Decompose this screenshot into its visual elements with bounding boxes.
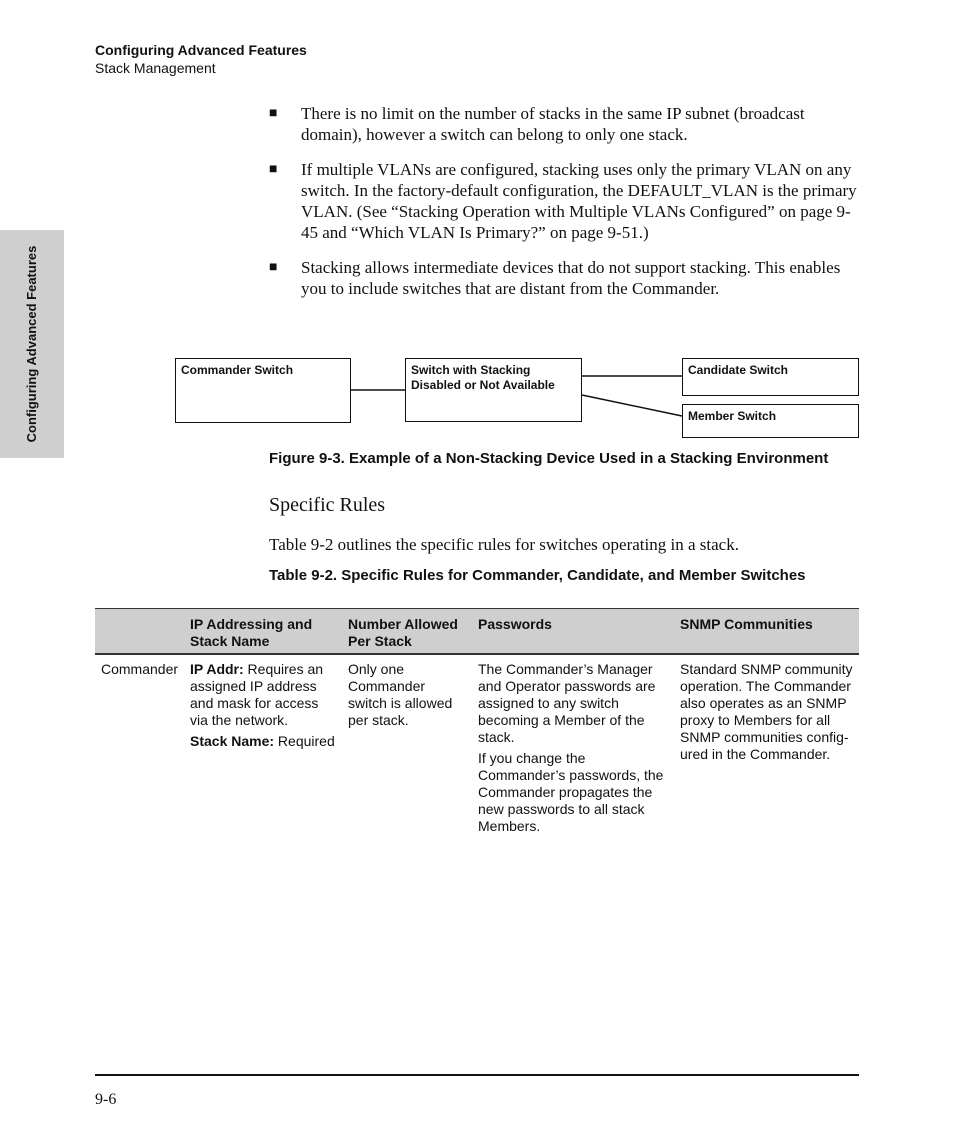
intermediate-switch-box bbox=[405, 358, 582, 422]
commander-switch-box bbox=[175, 358, 351, 423]
stack-name-text: Required bbox=[274, 733, 335, 749]
table-title: Table 9-2. Specific Rules for Commander, Candidate, and Member Switches bbox=[269, 567, 806, 584]
candidate-switch-box bbox=[682, 358, 859, 396]
passwords-paragraph: If you change the Commander’s passwords, the Commander propagates the new passwords to all stack Members. bbox=[478, 750, 664, 834]
table-header-cell: IP Addressing and Stack Name bbox=[190, 616, 313, 649]
passwords-paragraph: The Commander’s Manager and Operator passwords are assigned to any switch becoming a Member of the stack. bbox=[478, 661, 656, 745]
ip-addr-text: Requires an assigned IP address and mask for access via the network. bbox=[190, 661, 324, 728]
page-number: 9-6 bbox=[95, 1091, 117, 1108]
section-intro: Table 9-2 outlines the specific rules for switches operating in a stack. bbox=[269, 535, 739, 554]
ip-addr-label: IP Addr: bbox=[190, 661, 244, 677]
table-header-cell: Number Allowed Per Stack bbox=[348, 616, 458, 649]
cell-ip-addressing bbox=[184, 661, 342, 839]
cell-role: Commander bbox=[101, 661, 179, 677]
candidate-switch-label: Candidate Switch bbox=[688, 363, 789, 377]
bullet-text: There is no limit on the number of stacks in the same IP subnet (broadcast domain), however a switch can belong to only one stack. bbox=[301, 104, 805, 144]
intermediate-switch-label-line1: Switch with Stacking bbox=[411, 363, 531, 377]
bullet-text: If multiple VLANs are configured, stacking uses only the primary VLAN on any switch. In the factory-default configuration, the DEFAULT_VLAN is the primary VLAN. (See “Stacking Operation with Multiple VLANs Configured” on page 9-45 and “Which VLAN Is Primary?” on page 9-51.) bbox=[301, 160, 857, 242]
member-switch-label: Member Switch bbox=[688, 409, 777, 423]
intermediate-switch-label-line2: Disabled or Not Available bbox=[411, 378, 555, 392]
bullet-text: Stacking allows intermediate devices that do not support stacking. This enables you to include switches that are distant from the Commander. bbox=[301, 258, 841, 298]
cell-passwords bbox=[472, 661, 674, 839]
commander-switch-label: Commander Switch bbox=[181, 363, 294, 377]
table-header-row bbox=[95, 608, 859, 655]
table-header-cell bbox=[95, 609, 184, 653]
member-switch-box bbox=[682, 404, 859, 438]
header-section: Stack Management bbox=[95, 60, 216, 76]
stack-name-rule bbox=[190, 733, 336, 750]
header-chapter: Configuring Advanced Features bbox=[95, 42, 307, 58]
bullet-square-icon: ■ bbox=[269, 162, 278, 177]
table-header-cell: SNMP Communities bbox=[680, 616, 813, 632]
cell-number-allowed: Only one Commander switch is allowed per stack. bbox=[348, 661, 453, 728]
cell-snmp: Standard SNMP community operation. The Commander also operates as an SNMP proxy to Members for all SNMP communities config-ured in the Commander. bbox=[680, 661, 853, 762]
bullet-square-icon: ■ bbox=[269, 106, 278, 121]
rules-table bbox=[95, 608, 859, 839]
section-title: Specific Rules bbox=[269, 494, 386, 516]
stack-name-label: Stack Name: bbox=[190, 733, 275, 749]
footer-rule bbox=[95, 1074, 859, 1076]
table-header-cell: Passwords bbox=[478, 616, 552, 632]
side-tab-label: Configuring Advanced Features bbox=[24, 245, 39, 443]
connector-intermediate-to-member bbox=[582, 395, 682, 416]
table-row bbox=[95, 655, 859, 839]
ip-addr-rule bbox=[190, 661, 336, 729]
bullet-square-icon: ■ bbox=[269, 260, 278, 275]
figure-caption: Figure 9-3. Example of a Non-Stacking Device Used in a Stacking Environment bbox=[269, 450, 829, 467]
